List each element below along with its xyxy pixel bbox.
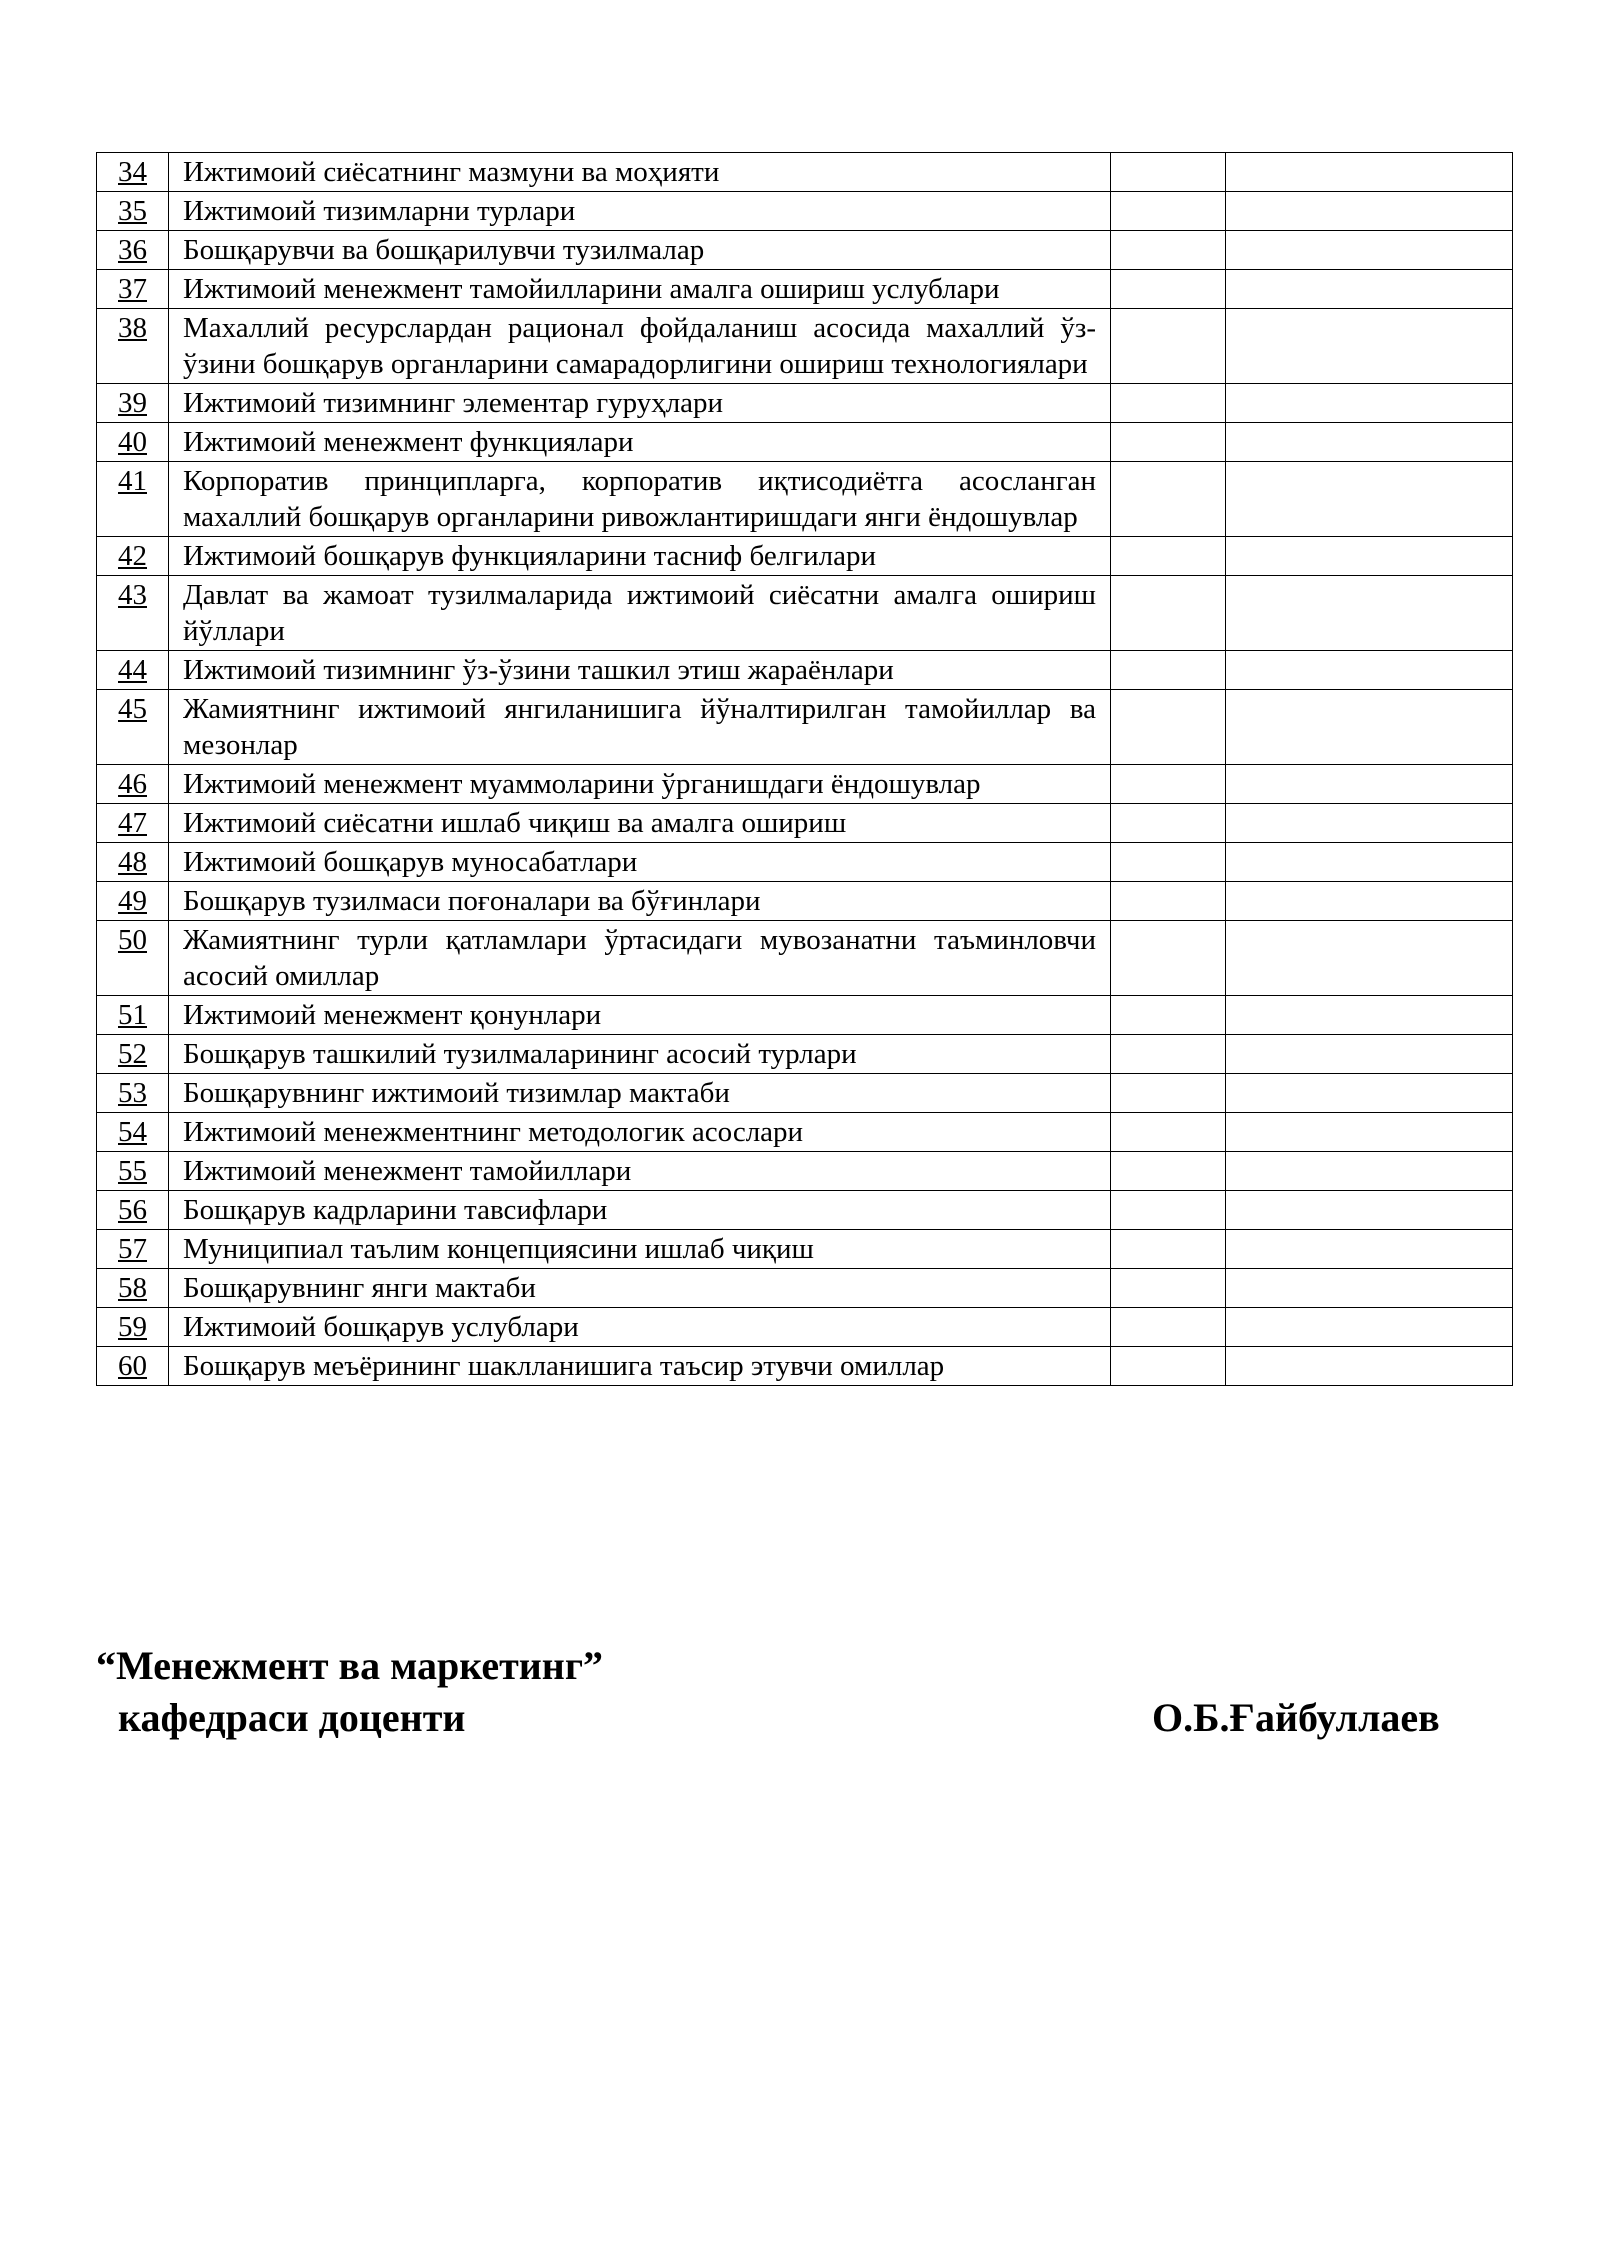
row-empty-cell [1226, 1152, 1513, 1191]
row-number: 41 [97, 462, 169, 537]
row-empty-cell [1111, 192, 1226, 231]
row-number: 51 [97, 996, 169, 1035]
row-topic-title: Ижтимоий тизимларни турлари [169, 192, 1111, 231]
row-number: 49 [97, 882, 169, 921]
topics-table [96, 152, 1513, 1386]
row-number: 40 [97, 423, 169, 462]
table-row [97, 651, 1513, 690]
row-number: 36 [97, 231, 169, 270]
row-topic-title: Махаллий ресурслардан рационал фойдаланиш асосида махаллий ўз-ўзини бошқарув органларини самарадорлигини ошириш технологиялари [169, 309, 1111, 384]
row-number: 37 [97, 270, 169, 309]
row-number: 48 [97, 843, 169, 882]
row-topic-title: Бошқарув тузилмаси поғоналари ва бўғинлари [169, 882, 1111, 921]
row-topic-title: Ижтимоий сиёсатни ишлаб чиқиш ва амалга ошириш [169, 804, 1111, 843]
row-number: 56 [97, 1191, 169, 1230]
row-number: 47 [97, 804, 169, 843]
table-row [97, 882, 1513, 921]
table-row [97, 153, 1513, 192]
row-topic-title: Ижтимоий бошқарув услублари [169, 1308, 1111, 1347]
row-empty-cell [1111, 1113, 1226, 1152]
row-empty-cell [1226, 384, 1513, 423]
table-row [97, 462, 1513, 537]
table-row [97, 1308, 1513, 1347]
row-empty-cell [1226, 231, 1513, 270]
row-empty-cell [1226, 1230, 1513, 1269]
table-row [97, 1152, 1513, 1191]
row-topic-title: Бошқарув ташкилий тузилмаларининг асосий турлари [169, 1035, 1111, 1074]
row-topic-title: Муниципиал таълим концепциясини ишлаб чиқиш [169, 1230, 1111, 1269]
table-row [97, 1191, 1513, 1230]
signature-department-line2: кафедраси доценти [118, 1695, 466, 1740]
table-row [97, 765, 1513, 804]
row-number: 43 [97, 576, 169, 651]
row-number: 57 [97, 1230, 169, 1269]
row-empty-cell [1111, 309, 1226, 384]
row-topic-title: Ижтимоий менежмент тамойилларини амалга ошириш услублари [169, 270, 1111, 309]
row-empty-cell [1111, 231, 1226, 270]
row-empty-cell [1226, 1347, 1513, 1386]
row-empty-cell [1111, 1347, 1226, 1386]
row-number: 38 [97, 309, 169, 384]
row-empty-cell [1111, 690, 1226, 765]
row-topic-title: Ижтимоий сиёсатнинг мазмуни ва моҳияти [169, 153, 1111, 192]
topics-table-body [97, 153, 1513, 1386]
table-row [97, 231, 1513, 270]
row-empty-cell [1111, 1191, 1226, 1230]
row-empty-cell [1226, 576, 1513, 651]
row-empty-cell [1226, 1074, 1513, 1113]
row-number: 35 [97, 192, 169, 231]
row-empty-cell [1226, 1191, 1513, 1230]
table-row [97, 423, 1513, 462]
row-empty-cell [1111, 576, 1226, 651]
row-empty-cell [1226, 996, 1513, 1035]
row-empty-cell [1226, 153, 1513, 192]
table-row [97, 1113, 1513, 1152]
table-row [97, 576, 1513, 651]
row-empty-cell [1111, 1035, 1226, 1074]
row-number: 55 [97, 1152, 169, 1191]
row-empty-cell [1226, 882, 1513, 921]
row-empty-cell [1226, 537, 1513, 576]
table-row [97, 1269, 1513, 1308]
table-row [97, 1074, 1513, 1113]
row-empty-cell [1111, 153, 1226, 192]
row-empty-cell [1111, 537, 1226, 576]
row-topic-title: Ижтимоий бошқарув муносабатлари [169, 843, 1111, 882]
row-topic-title: Бошқарув кадрларини тавсифлари [169, 1191, 1111, 1230]
row-empty-cell [1226, 192, 1513, 231]
row-empty-cell [1226, 423, 1513, 462]
row-empty-cell [1111, 651, 1226, 690]
row-topic-title: Жамиятнинг турли қатламлари ўртасидаги мувозанатни таъминловчи асосий омиллар [169, 921, 1111, 996]
row-number: 58 [97, 1269, 169, 1308]
row-empty-cell [1111, 1074, 1226, 1113]
row-empty-cell [1226, 843, 1513, 882]
row-empty-cell [1111, 765, 1226, 804]
row-topic-title: Ижтимоий менежментнинг методологик асослари [169, 1113, 1111, 1152]
row-number: 50 [97, 921, 169, 996]
row-number: 52 [97, 1035, 169, 1074]
row-empty-cell [1226, 921, 1513, 996]
row-empty-cell [1226, 1113, 1513, 1152]
row-empty-cell [1111, 996, 1226, 1035]
table-row [97, 921, 1513, 996]
row-empty-cell [1226, 270, 1513, 309]
row-topic-title: Ижтимоий менежмент муаммоларини ўрганишдаги ёндошувлар [169, 765, 1111, 804]
row-topic-title: Ижтимоий тизимнинг ўз-ўзини ташкил этиш жараёнлари [169, 651, 1111, 690]
table-row [97, 309, 1513, 384]
row-topic-title: Бошқарувнинг ижтимоий тизимлар мактаби [169, 1074, 1111, 1113]
row-topic-title: Бошқарувнинг янги мактаби [169, 1269, 1111, 1308]
signature-department-line1: “Менежмент ва маркетинг” [96, 1643, 604, 1688]
row-number: 42 [97, 537, 169, 576]
table-row [97, 843, 1513, 882]
row-empty-cell [1111, 921, 1226, 996]
row-number: 59 [97, 1308, 169, 1347]
row-empty-cell [1111, 804, 1226, 843]
row-empty-cell [1111, 1230, 1226, 1269]
row-empty-cell [1226, 1269, 1513, 1308]
row-number: 34 [97, 153, 169, 192]
signature-name: О.Б.Ғайбуллаев [1152, 1695, 1440, 1740]
row-topic-title: Бошқарув меъёрининг шаклланишига таъсир этувчи омиллар [169, 1347, 1111, 1386]
row-topic-title: Бошқарувчи ва бошқарилувчи тузилмалар [169, 231, 1111, 270]
row-empty-cell [1226, 462, 1513, 537]
row-number: 45 [97, 690, 169, 765]
row-empty-cell [1111, 270, 1226, 309]
table-row [97, 192, 1513, 231]
row-empty-cell [1111, 1308, 1226, 1347]
row-empty-cell [1226, 690, 1513, 765]
row-topic-title: Корпоратив принципларга, корпоратив иқтисодиётга асосланган махаллий бошқарув органларини ривожлантиришдаги янги ёндошувлар [169, 462, 1111, 537]
row-empty-cell [1111, 882, 1226, 921]
table-row [97, 1347, 1513, 1386]
row-empty-cell [1111, 843, 1226, 882]
row-topic-title: Ижтимоий бошқарув функцияларини тасниф белгилари [169, 537, 1111, 576]
row-empty-cell [1226, 309, 1513, 384]
row-empty-cell [1111, 384, 1226, 423]
row-empty-cell [1226, 765, 1513, 804]
row-empty-cell [1111, 423, 1226, 462]
row-number: 44 [97, 651, 169, 690]
row-number: 54 [97, 1113, 169, 1152]
table-row [97, 996, 1513, 1035]
row-empty-cell [1226, 804, 1513, 843]
table-row [97, 690, 1513, 765]
row-topic-title: Ижтимоий тизимнинг элементар гуруҳлари [169, 384, 1111, 423]
row-number: 53 [97, 1074, 169, 1113]
row-topic-title: Ижтимоий менежмент қонунлари [169, 996, 1111, 1035]
row-empty-cell [1226, 1308, 1513, 1347]
table-row [97, 270, 1513, 309]
row-empty-cell [1226, 651, 1513, 690]
row-topic-title: Жамиятнинг ижтимоий янгиланишига йўналтирилган тамойиллар ва мезонлар [169, 690, 1111, 765]
row-topic-title: Ижтимоий менежмент функциялари [169, 423, 1111, 462]
table-row [97, 1035, 1513, 1074]
table-row [97, 384, 1513, 423]
row-empty-cell [1111, 462, 1226, 537]
row-empty-cell [1111, 1152, 1226, 1191]
row-topic-title: Ижтимоий менежмент тамойиллари [169, 1152, 1111, 1191]
row-empty-cell [1111, 1269, 1226, 1308]
row-number: 60 [97, 1347, 169, 1386]
table-row [97, 1230, 1513, 1269]
table-row [97, 537, 1513, 576]
row-empty-cell [1226, 1035, 1513, 1074]
table-row [97, 804, 1513, 843]
row-number: 39 [97, 384, 169, 423]
row-topic-title: Давлат ва жамоат тузилмаларида ижтимоий сиёсатни амалга ошириш йўллари [169, 576, 1111, 651]
row-number: 46 [97, 765, 169, 804]
